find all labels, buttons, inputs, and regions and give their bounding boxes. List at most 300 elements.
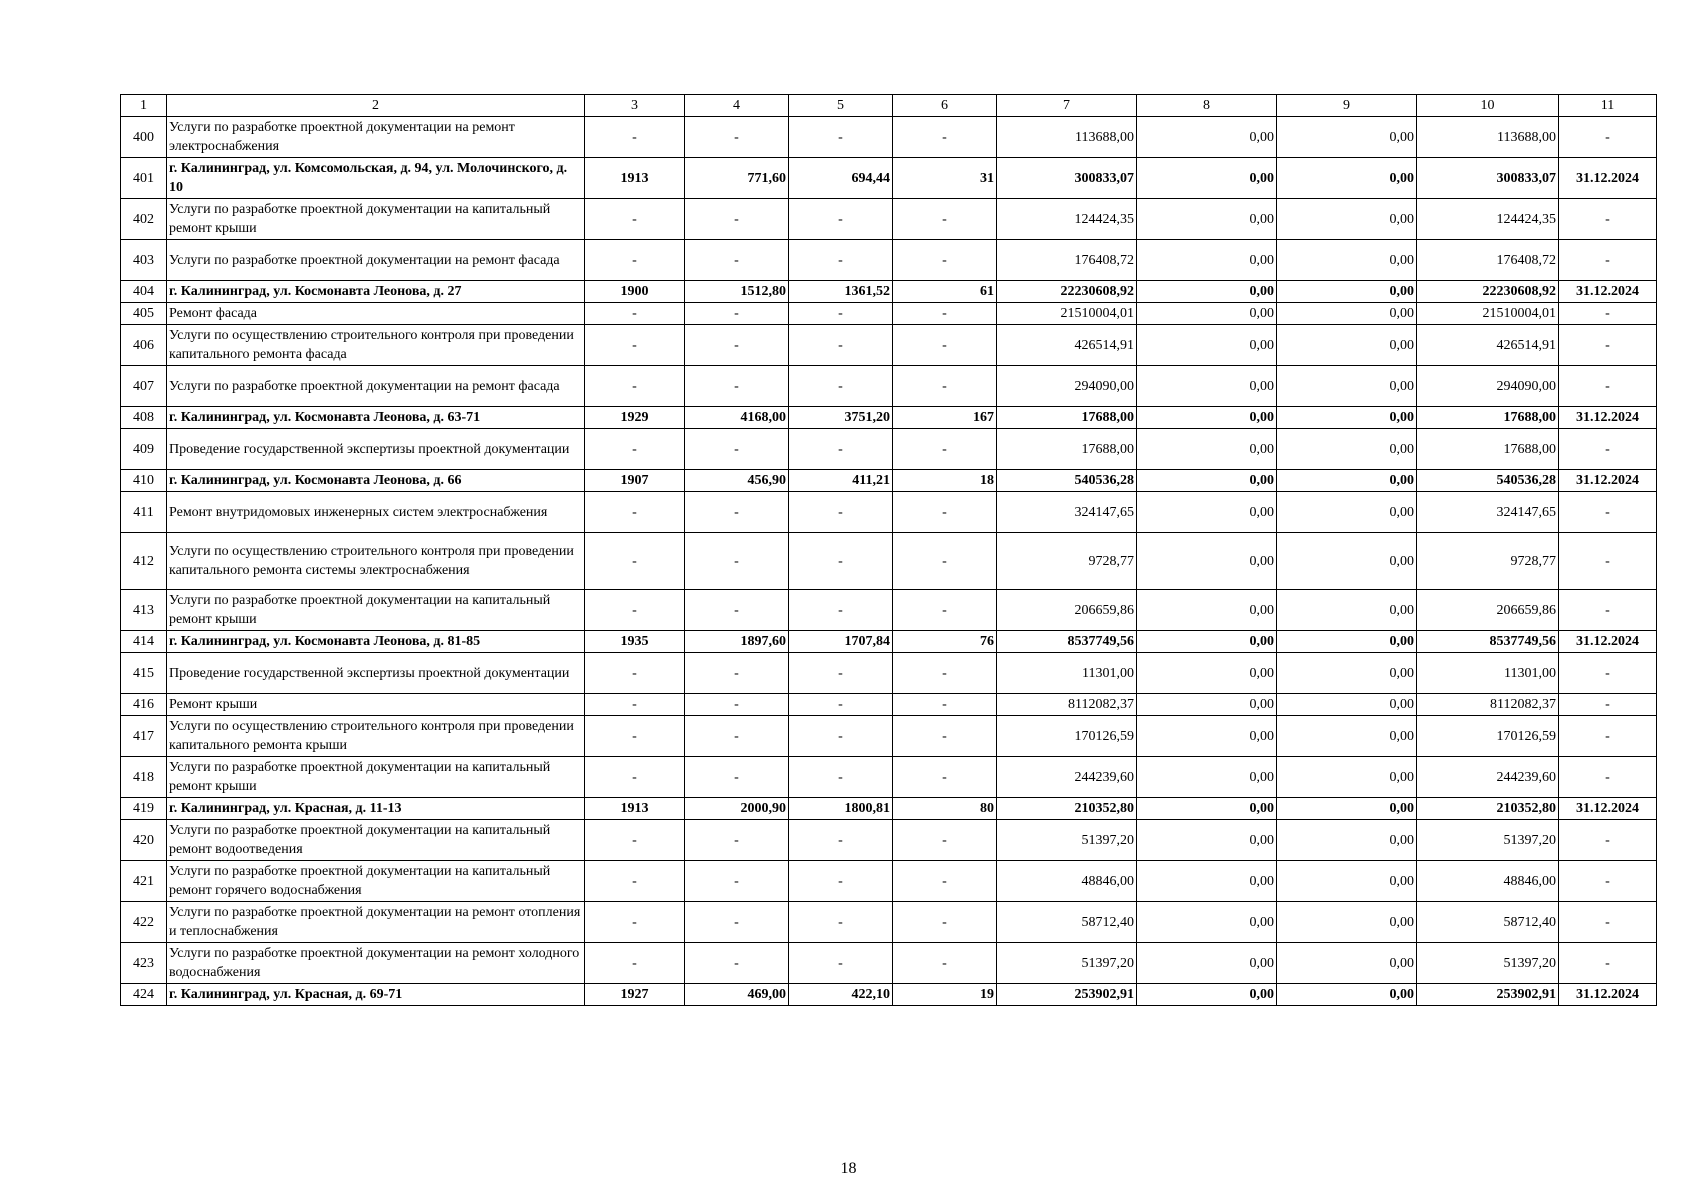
col-10-cell: 210352,80 [1417,798,1559,820]
col-10-cell: 170126,59 [1417,716,1559,757]
col-10-cell: 324147,65 [1417,492,1559,533]
col-9-cell: 0,00 [1277,429,1417,470]
col-4-cell: - [685,533,789,590]
col-3-cell: - [585,366,685,407]
col-7-cell: 170126,59 [997,716,1137,757]
col-3-cell: 1935 [585,631,685,653]
col-8-cell: 0,00 [1137,492,1277,533]
work-item-row [121,820,1657,861]
col-10-cell: 176408,72 [1417,240,1559,281]
item-name: Услуги по разработке проектной документации на ремонт отопления и теплоснабжения [167,902,585,943]
col-8-cell: 0,00 [1137,653,1277,694]
work-item-row [121,653,1657,694]
col-8-cell: 0,00 [1137,902,1277,943]
work-item-row [121,902,1657,943]
work-item-row [121,694,1657,716]
address-row [121,984,1657,1006]
col-10-cell: 51397,20 [1417,943,1559,984]
col-7-cell: 11301,00 [997,653,1137,694]
row-number: 401 [121,158,167,199]
item-name: Проведение государственной экспертизы проектной документации [167,653,585,694]
col-4-cell: - [685,117,789,158]
row-number: 400 [121,117,167,158]
col-11-cell: - [1559,325,1657,366]
column-number-header-row [121,95,1657,117]
col-10-cell: 8537749,56 [1417,631,1559,653]
col-8-cell: 0,00 [1137,470,1277,492]
col-6-cell: - [893,943,997,984]
col-7-cell: 21510004,01 [997,303,1137,325]
column-header: 8 [1137,95,1277,117]
col-5-cell: - [789,240,893,281]
col-11-cell: 31.12.2024 [1559,798,1657,820]
col-8-cell: 0,00 [1137,303,1277,325]
work-item-row [121,943,1657,984]
col-11-cell: - [1559,240,1657,281]
item-name: г. Калининград, ул. Космонавта Леонова, д. 27 [167,281,585,303]
col-10-cell: 244239,60 [1417,757,1559,798]
col-11-cell: 31.12.2024 [1559,158,1657,199]
col-9-cell: 0,00 [1277,281,1417,303]
col-5-cell: - [789,716,893,757]
column-header: 11 [1559,95,1657,117]
row-number: 417 [121,716,167,757]
col-5-cell: - [789,757,893,798]
address-row [121,281,1657,303]
col-8-cell: 0,00 [1137,798,1277,820]
item-name: г. Калининград, ул. Космонавта Леонова, д. 66 [167,470,585,492]
col-8-cell: 0,00 [1137,366,1277,407]
col-9-cell: 0,00 [1277,407,1417,429]
col-4-cell: 456,90 [685,470,789,492]
col-10-cell: 8112082,37 [1417,694,1559,716]
col-3-cell: - [585,653,685,694]
col-9-cell: 0,00 [1277,757,1417,798]
col-11-cell: - [1559,303,1657,325]
item-name: Услуги по разработке проектной документации на ремонт холодного водоснабжения [167,943,585,984]
col-5-cell: - [789,117,893,158]
col-5-cell: 1800,81 [789,798,893,820]
col-6-cell: - [893,429,997,470]
item-name: г. Калининград, ул. Красная, д. 11-13 [167,798,585,820]
col-7-cell: 113688,00 [997,117,1137,158]
column-header: 1 [121,95,167,117]
col-4-cell: 4168,00 [685,407,789,429]
col-7-cell: 253902,91 [997,984,1137,1006]
col-5-cell: 1361,52 [789,281,893,303]
col-4-cell: - [685,199,789,240]
col-11-cell: 31.12.2024 [1559,407,1657,429]
page-number: 18 [840,1160,857,1177]
work-item-row [121,590,1657,631]
col-8-cell: 0,00 [1137,590,1277,631]
col-7-cell: 294090,00 [997,366,1137,407]
item-name: Услуги по осуществлению строительного контроля при проведении капитального ремонта фасада [167,325,585,366]
col-11-cell: - [1559,492,1657,533]
col-7-cell: 9728,77 [997,533,1137,590]
col-8-cell: 0,00 [1137,240,1277,281]
work-item-row [121,861,1657,902]
col-7-cell: 22230608,92 [997,281,1137,303]
col-8-cell: 0,00 [1137,984,1277,1006]
col-4-cell: - [685,757,789,798]
row-number: 409 [121,429,167,470]
col-6-cell: 80 [893,798,997,820]
col-8-cell: 0,00 [1137,407,1277,429]
col-5-cell: - [789,590,893,631]
col-3-cell: - [585,492,685,533]
col-8-cell: 0,00 [1137,694,1277,716]
col-10-cell: 206659,86 [1417,590,1559,631]
work-item-row [121,716,1657,757]
address-row [121,158,1657,199]
col-11-cell: - [1559,117,1657,158]
col-4-cell: - [685,902,789,943]
col-7-cell: 17688,00 [997,429,1137,470]
col-5-cell: - [789,492,893,533]
col-9-cell: 0,00 [1277,240,1417,281]
col-11-cell: - [1559,653,1657,694]
address-row [121,631,1657,653]
row-number: 414 [121,631,167,653]
col-5-cell: - [789,820,893,861]
col-10-cell: 48846,00 [1417,861,1559,902]
col-5-cell: - [789,303,893,325]
col-3-cell: - [585,199,685,240]
row-number: 403 [121,240,167,281]
col-4-cell: 771,60 [685,158,789,199]
work-plan-table [120,94,1657,1006]
col-5-cell: - [789,429,893,470]
item-name: Услуги по разработке проектной документации на капитальный ремонт водоотведения [167,820,585,861]
col-7-cell: 58712,40 [997,902,1137,943]
col-4-cell: - [685,429,789,470]
item-name: Ремонт внутридомовых инженерных систем электроснабжения [167,492,585,533]
col-11-cell: - [1559,199,1657,240]
row-number: 420 [121,820,167,861]
col-3-cell: - [585,861,685,902]
col-5-cell: 422,10 [789,984,893,1006]
col-10-cell: 58712,40 [1417,902,1559,943]
col-9-cell: 0,00 [1277,158,1417,199]
col-10-cell: 22230608,92 [1417,281,1559,303]
col-3-cell: - [585,716,685,757]
col-6-cell: - [893,653,997,694]
col-4-cell: 1512,80 [685,281,789,303]
col-11-cell: - [1559,716,1657,757]
col-3-cell: - [585,240,685,281]
col-5-cell: - [789,653,893,694]
column-header: 6 [893,95,997,117]
col-5-cell: 411,21 [789,470,893,492]
work-item-row [121,757,1657,798]
col-5-cell: 3751,20 [789,407,893,429]
col-8-cell: 0,00 [1137,861,1277,902]
column-header: 7 [997,95,1137,117]
item-name: Услуги по осуществлению строительного контроля при проведении капитального ремонта системы электроснабжения [167,533,585,590]
col-9-cell: 0,00 [1277,798,1417,820]
col-4-cell: - [685,325,789,366]
col-10-cell: 426514,91 [1417,325,1559,366]
col-10-cell: 294090,00 [1417,366,1559,407]
col-8-cell: 0,00 [1137,820,1277,861]
col-6-cell: - [893,590,997,631]
col-9-cell: 0,00 [1277,902,1417,943]
work-item-row [121,199,1657,240]
col-9-cell: 0,00 [1277,590,1417,631]
col-3-cell: - [585,694,685,716]
col-9-cell: 0,00 [1277,366,1417,407]
col-6-cell: - [893,902,997,943]
col-7-cell: 48846,00 [997,861,1137,902]
col-4-cell: - [685,303,789,325]
col-6-cell: - [893,240,997,281]
col-5-cell: - [789,694,893,716]
item-name: Услуги по разработке проектной документации на ремонт фасада [167,366,585,407]
row-number: 423 [121,943,167,984]
address-row [121,407,1657,429]
col-11-cell: - [1559,694,1657,716]
col-5-cell: - [789,533,893,590]
col-9-cell: 0,00 [1277,984,1417,1006]
col-4-cell: - [685,820,789,861]
address-row [121,798,1657,820]
row-number: 402 [121,199,167,240]
col-10-cell: 11301,00 [1417,653,1559,694]
row-number: 418 [121,757,167,798]
col-5-cell: 694,44 [789,158,893,199]
col-6-cell: - [893,303,997,325]
col-6-cell: 18 [893,470,997,492]
col-9-cell: 0,00 [1277,533,1417,590]
col-8-cell: 0,00 [1137,429,1277,470]
col-8-cell: 0,00 [1137,533,1277,590]
col-10-cell: 9728,77 [1417,533,1559,590]
col-10-cell: 113688,00 [1417,117,1559,158]
col-11-cell: - [1559,757,1657,798]
col-3-cell: 1913 [585,798,685,820]
item-name: Услуги по разработке проектной документации на капитальный ремонт крыши [167,757,585,798]
col-8-cell: 0,00 [1137,281,1277,303]
col-6-cell: - [893,366,997,407]
col-11-cell: - [1559,429,1657,470]
col-4-cell: - [685,590,789,631]
col-9-cell: 0,00 [1277,694,1417,716]
row-number: 408 [121,407,167,429]
col-11-cell: - [1559,366,1657,407]
item-name: Проведение государственной экспертизы проектной документации [167,429,585,470]
col-7-cell: 8112082,37 [997,694,1137,716]
col-6-cell: - [893,325,997,366]
col-6-cell: 19 [893,984,997,1006]
col-3-cell: 1907 [585,470,685,492]
col-11-cell: 31.12.2024 [1559,631,1657,653]
col-8-cell: 0,00 [1137,325,1277,366]
col-8-cell: 0,00 [1137,631,1277,653]
col-10-cell: 17688,00 [1417,407,1559,429]
address-row [121,470,1657,492]
item-name: Услуги по осуществлению строительного контроля при проведении капитального ремонта крыши [167,716,585,757]
col-6-cell: - [893,757,997,798]
work-item-row [121,240,1657,281]
col-11-cell: - [1559,590,1657,631]
col-10-cell: 540536,28 [1417,470,1559,492]
col-3-cell: - [585,902,685,943]
row-number: 404 [121,281,167,303]
col-5-cell: - [789,861,893,902]
row-number: 424 [121,984,167,1006]
col-8-cell: 0,00 [1137,943,1277,984]
column-header: 3 [585,95,685,117]
col-3-cell: - [585,533,685,590]
col-11-cell: - [1559,533,1657,590]
col-7-cell: 51397,20 [997,820,1137,861]
row-number: 413 [121,590,167,631]
column-header: 10 [1417,95,1559,117]
col-4-cell: - [685,694,789,716]
row-number: 411 [121,492,167,533]
row-number: 405 [121,303,167,325]
work-item-row [121,492,1657,533]
col-11-cell: - [1559,943,1657,984]
row-number: 422 [121,902,167,943]
col-3-cell: - [585,820,685,861]
col-6-cell: 76 [893,631,997,653]
item-name: г. Калининград, ул. Комсомольская, д. 94, ул. Молочинского, д. 10 [167,158,585,199]
col-7-cell: 206659,86 [997,590,1137,631]
col-9-cell: 0,00 [1277,820,1417,861]
col-5-cell: - [789,366,893,407]
col-10-cell: 253902,91 [1417,984,1559,1006]
col-9-cell: 0,00 [1277,943,1417,984]
col-3-cell: 1927 [585,984,685,1006]
col-9-cell: 0,00 [1277,492,1417,533]
col-7-cell: 540536,28 [997,470,1137,492]
col-11-cell: 31.12.2024 [1559,984,1657,1006]
col-4-cell: - [685,653,789,694]
col-5-cell: - [789,902,893,943]
col-9-cell: 0,00 [1277,653,1417,694]
item-name: г. Калининград, ул. Космонавта Леонова, д. 81-85 [167,631,585,653]
col-9-cell: 0,00 [1277,861,1417,902]
col-7-cell: 244239,60 [997,757,1137,798]
col-6-cell: - [893,533,997,590]
col-3-cell: - [585,757,685,798]
col-7-cell: 124424,35 [997,199,1137,240]
col-6-cell: - [893,716,997,757]
col-6-cell: - [893,694,997,716]
item-name: Услуги по разработке проектной документации на капитальный ремонт крыши [167,590,585,631]
col-6-cell: 61 [893,281,997,303]
work-item-row [121,533,1657,590]
row-number: 410 [121,470,167,492]
col-6-cell: - [893,861,997,902]
col-8-cell: 0,00 [1137,117,1277,158]
work-item-row [121,429,1657,470]
col-4-cell: - [685,716,789,757]
work-item-row [121,117,1657,158]
col-10-cell: 51397,20 [1417,820,1559,861]
col-10-cell: 17688,00 [1417,429,1559,470]
col-4-cell: - [685,366,789,407]
col-4-cell: 1897,60 [685,631,789,653]
col-5-cell: 1707,84 [789,631,893,653]
col-6-cell: 31 [893,158,997,199]
column-header: 9 [1277,95,1417,117]
item-name: Услуги по разработке проектной документации на капитальный ремонт крыши [167,199,585,240]
col-3-cell: - [585,117,685,158]
col-4-cell: - [685,861,789,902]
item-name: г. Калининград, ул. Красная, д. 69-71 [167,984,585,1006]
col-3-cell: - [585,590,685,631]
col-9-cell: 0,00 [1277,303,1417,325]
row-number: 412 [121,533,167,590]
work-item-row [121,325,1657,366]
col-9-cell: 0,00 [1277,716,1417,757]
col-4-cell: - [685,492,789,533]
col-4-cell: 469,00 [685,984,789,1006]
col-8-cell: 0,00 [1137,716,1277,757]
col-6-cell: - [893,117,997,158]
col-8-cell: 0,00 [1137,199,1277,240]
col-6-cell: - [893,492,997,533]
col-9-cell: 0,00 [1277,631,1417,653]
col-5-cell: - [789,325,893,366]
col-10-cell: 21510004,01 [1417,303,1559,325]
row-number: 407 [121,366,167,407]
col-11-cell: 31.12.2024 [1559,281,1657,303]
col-7-cell: 300833,07 [997,158,1137,199]
col-7-cell: 176408,72 [997,240,1137,281]
col-4-cell: - [685,240,789,281]
col-3-cell: - [585,325,685,366]
col-3-cell: 1900 [585,281,685,303]
work-item-row [121,303,1657,325]
col-5-cell: - [789,943,893,984]
work-item-row [121,366,1657,407]
col-4-cell: - [685,943,789,984]
column-header: 2 [167,95,585,117]
item-name: Услуги по разработке проектной документации на капитальный ремонт горячего водоснабжения [167,861,585,902]
col-7-cell: 51397,20 [997,943,1137,984]
item-name: Ремонт фасада [167,303,585,325]
col-6-cell: 167 [893,407,997,429]
item-name: г. Калининград, ул. Космонавта Леонова, д. 63-71 [167,407,585,429]
item-name: Услуги по разработке проектной документации на ремонт фасада [167,240,585,281]
col-3-cell: - [585,303,685,325]
column-header: 5 [789,95,893,117]
item-name: Услуги по разработке проектной документации на ремонт электроснабжения [167,117,585,158]
col-3-cell: - [585,429,685,470]
row-number: 421 [121,861,167,902]
col-3-cell: 1929 [585,407,685,429]
item-name: Ремонт крыши [167,694,585,716]
col-9-cell: 0,00 [1277,199,1417,240]
col-11-cell: 31.12.2024 [1559,470,1657,492]
col-8-cell: 0,00 [1137,158,1277,199]
col-9-cell: 0,00 [1277,117,1417,158]
col-7-cell: 324147,65 [997,492,1137,533]
col-9-cell: 0,00 [1277,470,1417,492]
row-number: 406 [121,325,167,366]
col-6-cell: - [893,199,997,240]
column-header: 4 [685,95,789,117]
col-4-cell: 2000,90 [685,798,789,820]
col-7-cell: 426514,91 [997,325,1137,366]
col-11-cell: - [1559,861,1657,902]
col-8-cell: 0,00 [1137,757,1277,798]
row-number: 415 [121,653,167,694]
